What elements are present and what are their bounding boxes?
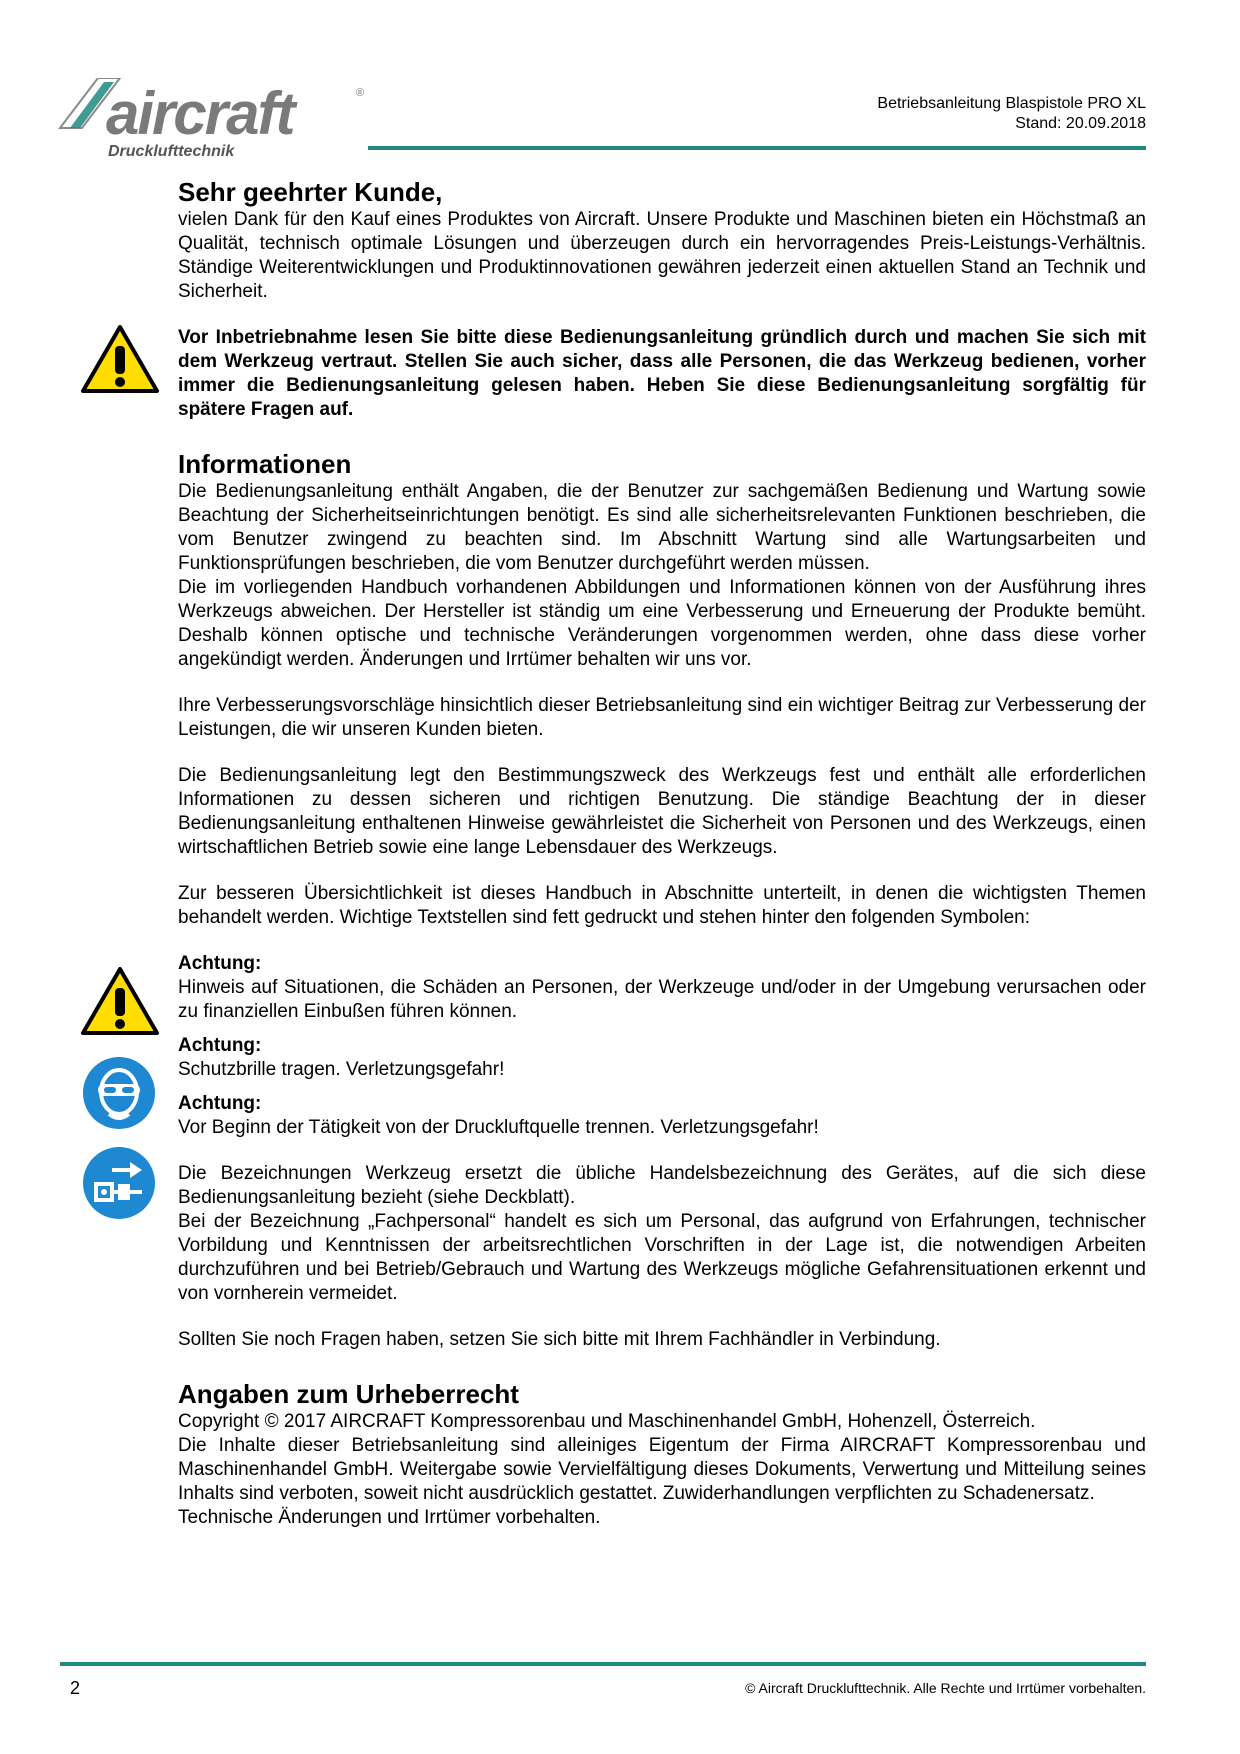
copyright-paragraph-3: Technische Änderungen und Irrtümer vorbehalten. bbox=[178, 1507, 601, 1528]
info-paragraph-5: Zur besseren Übersichtlichkeit ist dieses Handbuch in Abschnitte unterteilt, in denen die wichtigsten Themen behandelt werden. Wichtige Textstellen sind fett gedruckt und stehen hinter den folgenden Symbolen: bbox=[178, 883, 1146, 928]
symbol-title: Achtung: bbox=[178, 1093, 262, 1114]
heading-copyright: Angaben zum Urheberrecht bbox=[178, 1379, 519, 1409]
doc-title: Betriebsanleitung Blaspistole PRO XL bbox=[877, 95, 1146, 112]
header-divider bbox=[368, 146, 1146, 150]
aircraft-logo bbox=[58, 78, 368, 160]
symbol-text: Schutzbrille tragen. Verletzungsgefahr! bbox=[178, 1059, 505, 1080]
header-info bbox=[877, 94, 1146, 134]
info-paragraph-7: Bei der Bezeichnung „Fachpersonal“ handelt es sich um Personal, das aufgrund von Erfahrungen, technischer Vorbildung und Kenntnissen der arbeitsrechtlichen Vorschriften in der Lage ist, die notwendigen Arbeiten durchzuführen und bei Betrieb/Gebrauch und Wartung des Werkzeugs mögliche Gefahrensituationen erkennt und von vornherein vermeidet. bbox=[178, 1211, 1146, 1304]
brand-subtitle: Drucklufttechnik bbox=[108, 143, 235, 160]
page-number: 2 bbox=[70, 1678, 81, 1698]
intro-paragraph: vielen Dank für den Kauf eines Produktes von Aircraft. Unsere Produkte und Maschinen bieten ein Höchstmaß an Qualität, technisch optimale Lösungen und überzeugen durch ein hervorragendes Preis-Leistungs-Verhältnis. Ständige Weiterentwicklungen und Produktinnovationen gewähren jederzeit einen aktuellen Stand an Technik und Sicherheit. bbox=[178, 209, 1146, 302]
symbol-item bbox=[178, 952, 1146, 1024]
warning-triangle-icon bbox=[80, 324, 160, 394]
symbol-item bbox=[178, 1092, 1146, 1140]
footer-divider bbox=[60, 1662, 1146, 1666]
brand-wordmark: aircraft bbox=[106, 80, 294, 147]
copyright-paragraph-2: Die Inhalte dieser Betriebsanleitung sind alleiniges Eigentum der Firma AIRCRAFT Kompressorenbau und Maschinenhandel GmbH. Weitergabe sowie Vervielfältigung dieses Dokuments, Verwertung und Mitteilung seines Inhalts sind verboten, soweit nicht ausdrücklich gestattet. Zuwiderhandlungen verpflichten zu Schadenersatz. bbox=[178, 1435, 1146, 1504]
page-content bbox=[178, 176, 1146, 1530]
disconnect-air-icon bbox=[82, 1146, 156, 1220]
info-paragraph-1: Die Bedienungsanleitung enthält Angaben, die der Benutzer zur sachgemäßen Bedienung und Wartung sowie Beachtung der Sicherheitseinrichtungen benötigt. Es sind alle sicherheitsrelevanten Funktionen beschrieben, die vom Benutzer zwingend zu beachten sind. Im Abschnitt Wartung sind alle Wartungsarbeiten und Funktionsprüfungen beschrieben, die vom Benutzer durchgeführt werden müssen. bbox=[178, 481, 1146, 574]
doc-date: Stand: 20.09.2018 bbox=[1015, 115, 1146, 132]
info-paragraph-2: Die im vorliegenden Handbuch vorhandenen Abbildungen und Informationen können von der Ausführung ihres Werkzeugs abweichen. Der Hersteller ist ständig um eine Verbesserung und Erneuerung der Produkte bemüht. Deshalb können optische und technische Veränderungen vorgenommen werden, ohne dass diese vorher angekündigt werden. Änderungen und Irrtümer behalten wir uns vor. bbox=[178, 577, 1146, 670]
symbol-item bbox=[178, 1034, 1146, 1082]
symbol-text: Hinweis auf Situationen, die Schäden an Personen, der Werkzeuge und/oder in der Umgebung verursachen oder zu finanziellen Einbußen führen können. bbox=[178, 977, 1146, 1022]
info-paragraph-3: Ihre Verbesserungsvorschläge hinsichtlich dieser Betriebsanleitung sind ein wichtiger Beitrag zur Verbesserung der Leistungen, die wir unseren Kunden bieten. bbox=[178, 695, 1146, 740]
heading-informationen: Informationen bbox=[178, 449, 352, 479]
intro-warning: Vor Inbetriebnahme lesen Sie bitte diese Bedienungsanleitung gründlich durch und machen Sie sich mit dem Werkzeug vertraut. Stellen Sie auch sicher, dass alle Personen, die das Werkzeug bedienen, vorher immer die Bedienungsanleitung gelesen haben. Heben Sie diese Bedienungsanleitung sorgfältig für spätere Fragen auf. bbox=[178, 327, 1146, 420]
symbol-title: Achtung: bbox=[178, 1035, 262, 1056]
svg-text:®: ® bbox=[356, 87, 365, 99]
heading-greeting: Sehr geehrter Kunde, bbox=[178, 177, 443, 207]
copyright-paragraph-1: Copyright © 2017 AIRCRAFT Kompressorenbau und Maschinenhandel GmbH, Hohenzell, Österreich. bbox=[178, 1411, 1036, 1432]
info-paragraph-8: Sollten Sie noch Fragen haben, setzen Sie sich bitte mit Ihrem Fachhändler in Verbindung. bbox=[178, 1329, 941, 1350]
info-paragraph-6: Die Bezeichnungen Werkzeug ersetzt die übliche Handelsbezeichnung des Gerätes, auf die sich diese Bedienungsanleitung bezieht (siehe Deckblatt). bbox=[178, 1163, 1146, 1208]
symbol-title: Achtung: bbox=[178, 953, 262, 974]
safety-goggles-icon bbox=[82, 1056, 156, 1130]
footer-copyright: © Aircraft Drucklufttechnik. Alle Rechte und Irrtümer vorbehalten. bbox=[745, 1680, 1146, 1696]
symbol-text: Vor Beginn der Tätigkeit von der Druckluftquelle trennen. Verletzungsgefahr! bbox=[178, 1117, 819, 1138]
info-paragraph-4: Die Bedienungsanleitung legt den Bestimmungszweck des Werkzeugs fest und enthält alle erforderlichen Informationen zu dessen sicheren und richtigen Benutzung. Die ständige Beachtung der in dieser Bedienungsanleitung enthaltenen Hinweise gewährleistet die Sicherheit von Personen und des Werkzeugs, einen wirtschaftlichen Betrieb sowie eine lange Lebensdauer des Werkzeugs. bbox=[178, 765, 1146, 858]
warning-triangle-icon bbox=[80, 966, 160, 1036]
